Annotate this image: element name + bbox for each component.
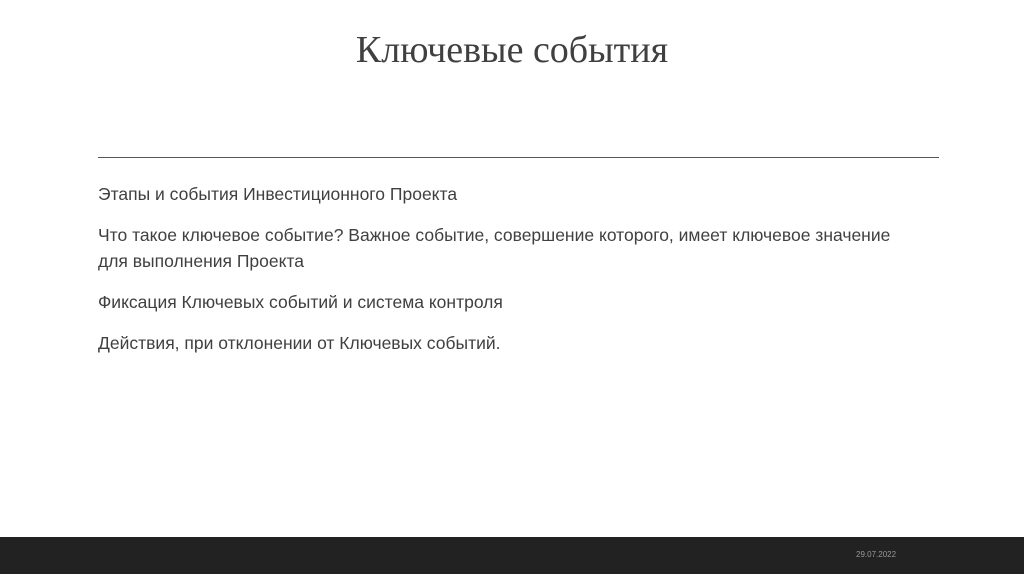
list-item: Этапы и события Инвестиционного Проекта	[98, 184, 458, 204]
bullet-list	[98, 181, 898, 371]
list-item: Фиксация Ключевых событий и система контроля	[98, 292, 503, 312]
footer-date: 29.07.2022	[856, 550, 897, 559]
footer-bar	[0, 537, 1024, 574]
list-item: Действия, при отклонении от Ключевых событий.	[98, 333, 501, 353]
list-item: Что такое ключевое событие? Важное событие, совершение которого, имеет ключевое значение для выполнения Проекта	[98, 225, 891, 271]
slide-title: Ключевые события	[355, 29, 669, 71]
divider	[98, 157, 939, 158]
